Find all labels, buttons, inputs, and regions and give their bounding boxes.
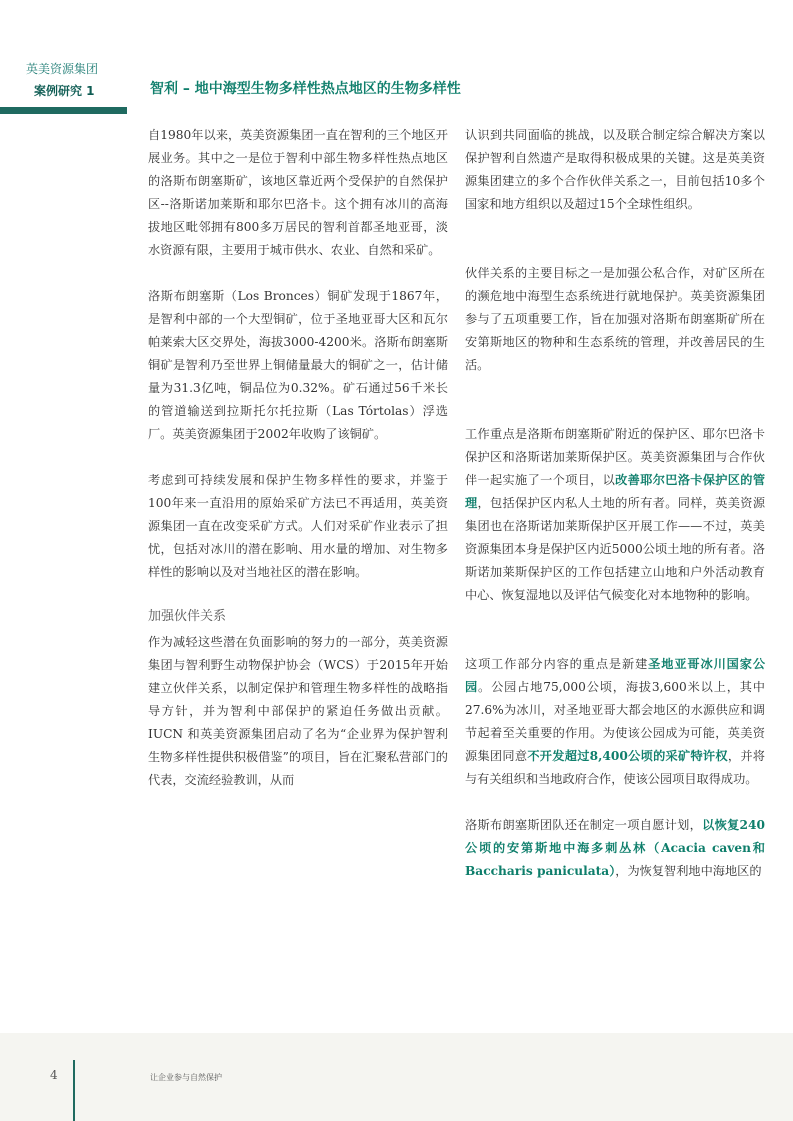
footer-divider — [73, 1060, 75, 1121]
paragraph-work-focus — [465, 423, 765, 607]
text-segment: ，为恢复智利地中海地区的 — [615, 864, 762, 878]
paragraph-intro: 自1980年以来，英美资源集团一直在智利的三个地区开展业务。其中之一是位于智利中部生物多样性热点地区的洛斯布朗塞斯矿，该地区靠近两个受保护的自然保护区--洛斯诺加莱斯和耶尔巴洛卡。这个拥有冰川的高海拔地区毗邻拥有800多万居民的智利首都圣地亚哥，淡水资源有限，主要用于城市供水、农业、自然和采矿。 — [148, 128, 448, 257]
right-column — [465, 124, 765, 883]
text-segment: 洛斯布朗塞斯团队还在制定一项自愿计划， — [465, 818, 703, 832]
left-column — [148, 124, 448, 792]
paragraph-objectives: 伙伴关系的主要目标之一是加强公私合作，对矿区所在的濒危地中海型生态系统进行就地保护。英美资源集团参与了五项重要工作，旨在加强对洛斯布朗塞斯矿所在安第斯地区的物种和生态系统的管理，并改善居民的生活。 — [465, 266, 765, 372]
paragraph-restoration — [465, 814, 765, 883]
highlight-reserve-management: 改善耶尔巴洛卡保护区的管理 — [465, 473, 766, 510]
text-segment: ，包括保护区内私人土地的所有者。同样，英美资源集团也在洛斯诺加莱斯保护区开展工作——不过，英美资源集团本身是保护区内近5000公顷土地的所有者。洛斯诺加莱斯保护区的工作包括建立山地和户外活动教育中心、恢复湿地以及评估气候变化对本地物种的影响。 — [465, 496, 766, 602]
text-segment: 工作重点是洛斯布朗塞斯矿附近的保护区、耶尔巴洛卡保护区和洛斯诺加莱斯保护区。英美资源集团与合作伙伴一起实施了一个项目，以 — [465, 427, 765, 487]
sidebar-accent-bar — [0, 107, 127, 114]
paragraph-partnership: 作为减轻这些潜在负面影响的努力的一部分，英美资源集团与智利野生动物保护协会（WCS）于2015年开始建立伙伴关系，以制定保护和管理生物多样性的战略指导方针，并为智利中部保护的紧迫任务做出贡献。IUCN 和英美资源集团启动了名为“企业界为保护智利生物多样性提供积极借鉴”的项目，旨在汇聚私营部门的代表，交流经验教训，从而 — [148, 635, 448, 787]
footer — [0, 1033, 793, 1121]
page-title: 智利 – 地中海型生物多样性热点地区的生物多样性 — [150, 81, 461, 97]
paragraph-challenges: 认识到共同面临的挑战，以及联合制定综合解决方案以保护智利自然遗产是取得积极成果的关键。这是英美资源集团建立的多个合作伙伴关系之一，目前包括10多个国家和地方组织以及超过15个全球性组织。 — [465, 128, 765, 211]
page-number: 4 — [50, 1068, 58, 1082]
highlight-glacier-park: 圣地亚哥冰川国家公园 — [465, 657, 766, 694]
section-heading-partnership: 加强伙伴关系 — [148, 609, 227, 624]
text-segment: 这项工作部分内容的重点是新建 — [465, 657, 649, 671]
case-study-label: 案例研究 1 — [34, 84, 95, 98]
text-segment: ，并将与有关组织和当地政府合作，使该公园项目取得成功。 — [465, 749, 765, 786]
paragraph-los-bronces: 洛斯布朗塞斯（Los Bronces）铜矿发现于1867年，是智利中部的一个大型铜矿，位于圣地亚哥大区和瓦尔帕莱索大区交界处，海拔3000-4200米。洛斯布朗塞斯铜矿是智利乃至世界上铜储量最大的铜矿之一，估计储量为31.3亿吨，铜品位为0.32%。矿石通过56千米长的管道输送到拉斯托尔托拉斯（Las Tórtolas）浮选厂。英美资源集团于2002年收购了该铜矿。 — [148, 289, 448, 441]
paragraph-national-park — [465, 653, 765, 791]
highlight-mining-concessions: 不开发超过8,400公顷的采矿特许权 — [527, 749, 728, 763]
sidebar-organization: 英美资源集团 — [26, 62, 99, 76]
paragraph-sustainability: 考虑到可持续发展和保护生物多样性的要求，并鉴于100年来一直沿用的原始采矿方法已不再适用，英美资源集团一直在改变采矿方式。人们对采矿作业表示了担忧，包括对冰川的潜在影响、用水量的增加、对生物多样性的影响以及对当地社区的潜在影响。 — [148, 473, 448, 579]
highlight-scrub-restoration: 以恢复240 公顷的安第斯地中海多刺丛林（Acacia caven和Baccharis paniculata） — [465, 818, 765, 878]
footer-text: 让企业参与自然保护 — [150, 1073, 222, 1082]
text-segment: 。公园占地75,000公顷，海拔3,600米以上，其中27.6%为冰川，对圣地亚哥大都会地区的水源供应和调节起着至关重要的作用。为使该公园成为可能，英美资源集团同意 — [465, 680, 765, 763]
